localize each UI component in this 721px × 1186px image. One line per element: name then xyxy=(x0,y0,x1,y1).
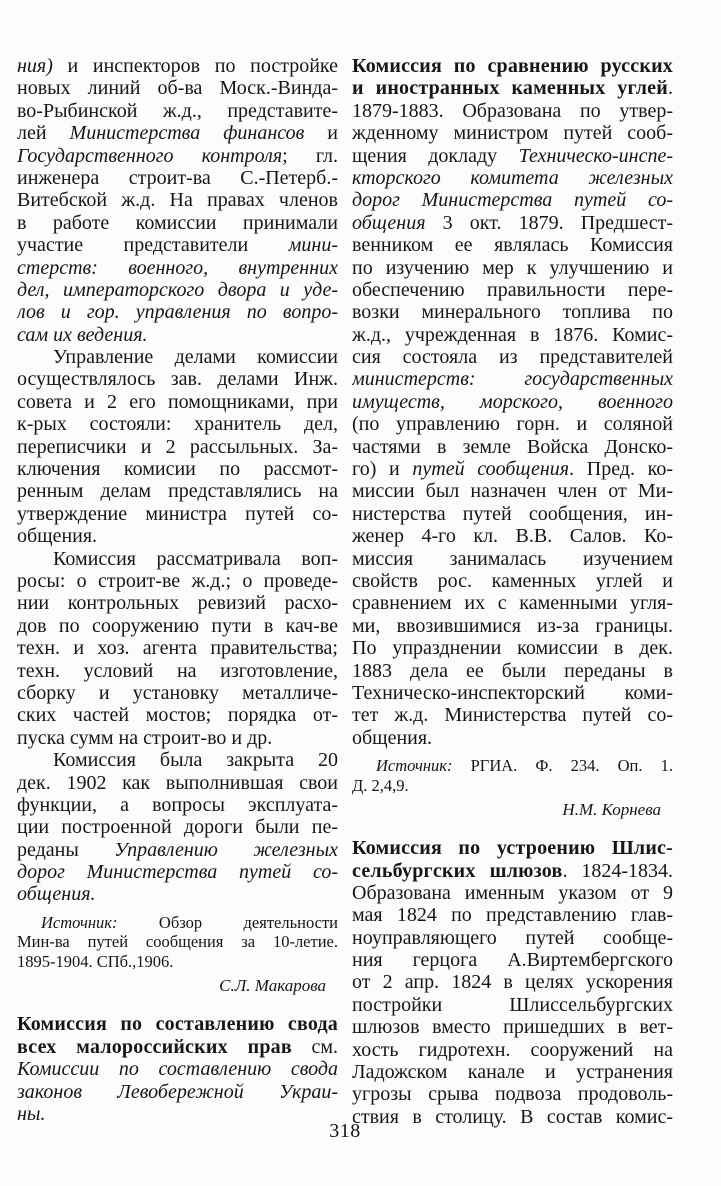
text-line xyxy=(352,257,673,279)
text-line xyxy=(17,257,338,279)
text-line xyxy=(352,776,673,796)
text-line xyxy=(17,861,338,883)
regular-text: частями в земле Войска Донско- xyxy=(352,435,673,458)
text-line xyxy=(352,727,673,749)
italic-text: общения xyxy=(352,211,426,234)
entry-shlisselburg-locks xyxy=(352,837,673,1128)
regular-text: дек. 1902 как выполнившая свои xyxy=(17,771,338,794)
text-line xyxy=(352,860,673,882)
regular-text: ми, ввозившимися из-за границы. xyxy=(352,614,673,637)
italic-text: дел, императорского двора и уде- xyxy=(17,278,338,301)
right-column xyxy=(352,55,673,1128)
regular-text: постройки Шлиссельбургских xyxy=(352,993,673,1016)
text-line xyxy=(17,1013,338,1035)
regular-text: функции, а вопросы эксплуата- xyxy=(17,793,338,816)
text-line xyxy=(352,615,673,637)
text-line xyxy=(17,167,338,189)
regular-text: ствия в столицу. В состав комис- xyxy=(352,1105,673,1128)
text-line xyxy=(17,952,338,972)
text-line xyxy=(352,1016,673,1038)
regular-text: росы: о строит-ве ж.д.; о проведе- xyxy=(17,569,338,592)
italic-text: путей сообщения xyxy=(412,458,570,481)
text-line xyxy=(352,570,673,592)
text-line xyxy=(352,436,673,458)
regular-text: миссии был назначен член от Ми- xyxy=(352,480,673,503)
text-line xyxy=(17,1081,338,1103)
text-line xyxy=(17,368,338,390)
regular-text: Обзор деятельности xyxy=(117,912,338,932)
regular-text: щения докладу xyxy=(352,144,519,167)
page-number: 318 xyxy=(329,1120,361,1142)
regular-text: Комиссия была закрыта 20 xyxy=(53,749,338,772)
italic-text: дорог Министерства путей со- xyxy=(17,861,338,884)
text-line xyxy=(17,212,338,234)
left-column xyxy=(17,55,338,1125)
text-line xyxy=(17,301,338,323)
text-line xyxy=(352,927,673,949)
regular-text: техн. и хоз. агента правительства; xyxy=(17,637,338,660)
regular-text: сия состояла из представителей xyxy=(352,346,673,369)
italic-text: лов и гор. управления по вопро- xyxy=(17,301,338,324)
text-line xyxy=(17,346,338,368)
regular-text: мая 1824 по представлению глав- xyxy=(352,904,673,927)
italic-text: стерств: военного, внутренних xyxy=(17,256,338,279)
text-line xyxy=(17,391,338,413)
text-line xyxy=(17,279,338,301)
regular-text: по изучению мер к улучшению и xyxy=(352,256,673,279)
italic-text: Государственного контроля xyxy=(17,144,283,167)
regular-text: РГИА. Ф. 234. Оп. 1. xyxy=(452,756,673,776)
text-line xyxy=(17,413,338,435)
regular-text: венником ее являлась Комиссия xyxy=(352,234,673,257)
text-line xyxy=(17,772,338,794)
text-line xyxy=(352,301,673,323)
text-line xyxy=(17,1036,338,1058)
regular-text: женер 4-го кл. В.В. Салов. Ко- xyxy=(352,525,673,548)
text-line xyxy=(352,525,673,547)
regular-text: сборку и установку металличе- xyxy=(17,681,338,704)
regular-text: нии контрольных ревизий расхо- xyxy=(17,592,338,615)
text-line xyxy=(352,346,673,368)
regular-text: По упразднении комиссии в дек. xyxy=(352,637,673,660)
text-line xyxy=(17,77,338,99)
regular-text: Мин-ва путей сообщения за 10-летие. xyxy=(17,932,338,952)
regular-text: к-рых состояли: хранитель дел, xyxy=(17,413,338,436)
paragraph-closure xyxy=(17,749,338,906)
text-line xyxy=(17,436,338,458)
text-line xyxy=(17,932,338,952)
text-line xyxy=(17,503,338,525)
text-line xyxy=(352,413,673,435)
text-line xyxy=(352,480,673,502)
italic-text: общения. xyxy=(17,883,96,906)
regular-text: ж.д., учрежденная в 1876. Комис- xyxy=(352,323,673,346)
regular-text: в работе комиссии принимали xyxy=(17,211,338,234)
text-line xyxy=(17,615,338,637)
text-line xyxy=(352,55,673,77)
text-line xyxy=(17,525,338,547)
text-line xyxy=(352,145,673,167)
source-note-right xyxy=(352,756,673,795)
text-line xyxy=(17,704,338,726)
text-line xyxy=(17,976,338,995)
text-line xyxy=(17,682,338,704)
text-line xyxy=(352,971,673,993)
regular-text: от 2 апр. 1824 в целях ускорения xyxy=(352,971,673,994)
regular-text: . 1824-1834. xyxy=(562,859,673,882)
text-line xyxy=(352,837,673,859)
text-line xyxy=(17,794,338,816)
regular-text: осуществлялось зав. делами Инж. xyxy=(17,368,338,391)
bold-text: Комиссия по составлению свода xyxy=(17,1013,338,1036)
text-line xyxy=(352,637,673,659)
text-line xyxy=(352,1083,673,1105)
text-line xyxy=(17,122,338,144)
regular-text: техн. условий на изготовление, xyxy=(17,659,338,682)
text-line xyxy=(352,122,673,144)
text-line xyxy=(352,324,673,346)
italic-text: сам их ведения. xyxy=(17,323,148,346)
text-line xyxy=(17,839,338,861)
entry-malorossiysk-svod xyxy=(17,1013,338,1125)
regular-text: 1883 дела ее были переданы в xyxy=(352,659,673,682)
text-line xyxy=(352,503,673,525)
text-line xyxy=(17,55,338,77)
regular-text: инженера строит-ва С.-Петерб.- xyxy=(17,166,338,189)
regular-text: переписчики и 2 рассыльных. За- xyxy=(17,435,338,458)
regular-text: 1895-1904. СПб.,1906. xyxy=(17,951,174,971)
regular-text: участие представители xyxy=(17,234,289,257)
text-line xyxy=(17,1058,338,1080)
source-note-left xyxy=(17,913,338,972)
text-line xyxy=(17,100,338,122)
regular-text: Техническо-инспекторский коми- xyxy=(352,681,673,704)
italic-text: Министерства финансов xyxy=(69,122,305,145)
italic-text: министерств: государственных xyxy=(352,368,673,391)
text-line xyxy=(352,458,673,480)
regular-text: ключения комисии по рассмот- xyxy=(17,458,338,481)
regular-text: свойств рос. каменных углей и xyxy=(352,569,673,592)
text-line xyxy=(352,368,673,390)
regular-text: сравнением их с каменными угля- xyxy=(352,592,673,615)
entry-continuation-inspectors xyxy=(17,55,338,346)
author-makarova xyxy=(17,976,338,995)
text-line xyxy=(352,882,673,904)
regular-text: и инспекторов по постройке xyxy=(52,55,338,77)
text-line xyxy=(17,592,338,614)
italic-text: Комиссии по составлению свода xyxy=(17,1058,338,1081)
text-line xyxy=(17,234,338,256)
regular-text: ских частей мостов; порядка от- xyxy=(17,704,338,727)
italic-text: ны. xyxy=(17,1102,46,1125)
italic-text: Источник: xyxy=(41,912,118,932)
italic-text: С.Л. Макарова xyxy=(219,976,326,996)
text-line xyxy=(352,212,673,234)
regular-text: лей xyxy=(17,122,70,145)
regular-text: . xyxy=(668,77,673,100)
text-line xyxy=(352,234,673,256)
italic-text: ния) xyxy=(17,55,53,77)
text-line xyxy=(17,660,338,682)
paragraph-management xyxy=(17,346,338,548)
text-line xyxy=(352,704,673,726)
text-line xyxy=(352,682,673,704)
regular-text: . Пред. ко- xyxy=(569,458,673,481)
regular-text: 3 окт. 1879. Предшест- xyxy=(425,211,673,234)
text-line xyxy=(352,189,673,211)
regular-text: ; гл. xyxy=(282,144,338,167)
regular-text: пуска сумм на строит-во и др. xyxy=(17,726,273,749)
text-line xyxy=(17,548,338,570)
text-line xyxy=(352,904,673,926)
regular-text: (по управлению горн. и соляной xyxy=(352,413,673,436)
text-line xyxy=(352,100,673,122)
regular-text: Витебской ж.д. На правах членов xyxy=(17,189,338,212)
italic-text: Управлению железных xyxy=(114,838,338,861)
regular-text: общения. xyxy=(17,525,98,548)
text-line xyxy=(352,1061,673,1083)
entry-coal-comparison xyxy=(352,55,673,749)
text-line xyxy=(17,816,338,838)
regular-text: шлюзов вместо пришедших в вет- xyxy=(352,1016,673,1039)
text-line xyxy=(352,1039,673,1061)
regular-text: Комиссия рассматривала воп- xyxy=(53,547,338,570)
regular-text: совета и 2 его помощниками, при xyxy=(17,390,338,413)
italic-text: законов Левобережной Украи- xyxy=(17,1080,338,1103)
bold-text: Комиссия по устроению Шлис- xyxy=(352,837,673,860)
text-line xyxy=(352,949,673,971)
regular-text: Образована именным указом от 9 xyxy=(352,881,673,904)
paragraph-questions xyxy=(17,548,338,750)
regular-text: хость гидротехн. сооружений на xyxy=(352,1038,673,1061)
regular-text: угрозы срыва подвоза продоволь- xyxy=(352,1083,673,1106)
bold-text: Комиссия по сравнению русских xyxy=(352,55,673,77)
text-line xyxy=(352,548,673,570)
regular-text: Ладожском канале и устранения xyxy=(352,1061,673,1084)
text-line xyxy=(352,800,673,819)
regular-text: обеспечению правильности пере- xyxy=(352,278,673,301)
regular-text: 1879-1883. Образована по утвер- xyxy=(352,99,673,122)
italic-text: Н.М. Корнева xyxy=(562,800,661,820)
text-line xyxy=(17,749,338,771)
text-line xyxy=(17,637,338,659)
regular-text: и xyxy=(304,122,338,145)
text-line xyxy=(17,727,338,749)
text-line xyxy=(352,592,673,614)
regular-text: Управление делами комиссии xyxy=(53,346,338,369)
regular-text: реданы xyxy=(17,838,115,861)
text-line xyxy=(352,391,673,413)
regular-text: общения. xyxy=(352,726,433,749)
italic-text: кторского комитета железных xyxy=(352,166,673,189)
regular-text: го) и xyxy=(352,458,413,481)
regular-text: возки минерального топлива по xyxy=(352,301,673,324)
text-line xyxy=(352,756,673,776)
italic-text: имуществ, морского, военного xyxy=(352,390,673,413)
text-line xyxy=(17,324,338,346)
text-line xyxy=(17,458,338,480)
regular-text: ции построенной дороги были пе- xyxy=(17,816,338,839)
bold-text: всех малороссийских прав xyxy=(17,1035,292,1058)
regular-text: Д. 2,4,9. xyxy=(352,775,409,795)
text-line xyxy=(352,279,673,301)
regular-text: дов по сооружению пути в кач-ве xyxy=(17,614,338,637)
regular-text: см. xyxy=(291,1035,338,1058)
italic-text: Источник: xyxy=(376,756,453,776)
regular-text: жденному министром путей сооб- xyxy=(352,122,673,145)
regular-text: нистерства путей сообщения, ин- xyxy=(352,502,673,525)
text-line xyxy=(352,660,673,682)
regular-text: новых линий об-ва Моск.-Винда- xyxy=(17,77,338,100)
bold-text: и иностранных каменных углей xyxy=(352,77,668,100)
author-korneva xyxy=(352,800,673,819)
regular-text: ния герцога А.Виртембергского xyxy=(352,949,673,972)
text-line xyxy=(352,167,673,189)
bold-text: сельбургских шлюзов xyxy=(352,859,563,882)
text-line xyxy=(17,145,338,167)
regular-text: миссия занималась изучением xyxy=(352,547,673,570)
text-line xyxy=(352,994,673,1016)
italic-text: дорог Министерства путей со- xyxy=(352,189,673,212)
regular-text: утверждение министра путей со- xyxy=(17,502,338,525)
regular-text: тет ж.д. Министерства путей со- xyxy=(352,704,673,727)
italic-text: мини- xyxy=(288,234,338,257)
text-line xyxy=(17,883,338,905)
text-line xyxy=(17,913,338,933)
regular-text: во-Рыбинской ж.д., представите- xyxy=(17,99,338,122)
text-line xyxy=(17,189,338,211)
text-line xyxy=(352,77,673,99)
text-line xyxy=(17,570,338,592)
regular-text: ренным делам представлялись на xyxy=(17,480,338,503)
italic-text: Техническо-инспе- xyxy=(518,144,673,167)
text-line xyxy=(17,480,338,502)
regular-text: ноуправляющего путей сообще- xyxy=(352,926,673,949)
